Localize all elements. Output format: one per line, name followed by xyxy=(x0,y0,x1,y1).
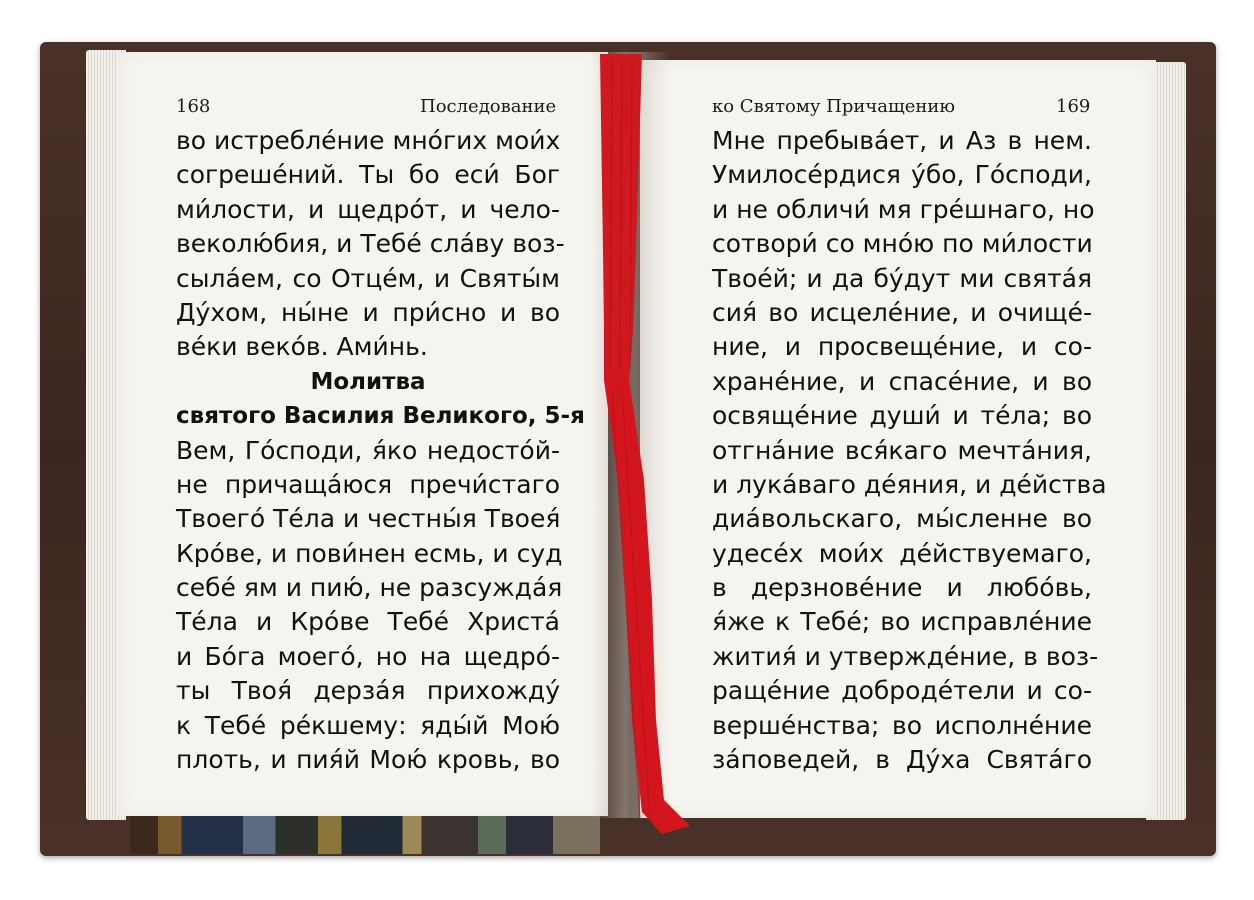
text-line: я́же к Тебе́; во исправле́ние xyxy=(712,607,1092,637)
right-page-number: 169 xyxy=(1056,96,1091,117)
text-line: Кро́ве, и пови́нен есмь, и суд xyxy=(176,538,563,568)
text-line: себе́ ям и пию́, не разсужда́я xyxy=(176,573,563,603)
text-line: Молитва xyxy=(310,368,426,395)
text-line: во истребле́ние мно́гих мои́х xyxy=(176,126,561,155)
text-line: Ду́хом, ны́не и при́сно и во xyxy=(176,297,560,327)
text-line: согреше́ний. Ты бо еси́ Бог xyxy=(176,160,560,190)
text-line: и Бо́га моего́, но на щедро́- xyxy=(176,641,560,671)
right-page-text xyxy=(712,124,1107,777)
left-page-text xyxy=(176,124,585,777)
text-line: ми́лости, и щедро́т, и чело- xyxy=(176,194,560,224)
text-line: ве́ки веко́в. Ами́нь. xyxy=(176,332,428,362)
text-line: святого Василия Великого, 5-я xyxy=(176,403,585,430)
text-line: веколю́бия, и Тебе́ сла́ву воз- xyxy=(176,229,565,259)
text-line: и не обличи́ мя гре́шнаго, но xyxy=(712,194,1095,224)
text-line: и лука́ваго де́яния, и де́йства xyxy=(712,469,1107,499)
text-line: ние, и просвеще́ние, и со- xyxy=(712,332,1092,362)
text-line: Вем, Го́споди, я́ко недосто́й- xyxy=(176,435,560,465)
text-line: отгна́ние вся́каго мечта́ния, xyxy=(712,435,1092,465)
text-line: Умилосе́рдися у́бо, Го́споди, xyxy=(712,160,1092,190)
right-running-head: ко Святому Причащению xyxy=(712,96,956,117)
text-line: освяще́ние души́ и те́ла; во xyxy=(712,401,1092,431)
book-gutter xyxy=(590,52,670,818)
text-line: сия́ во исцеле́ние, и очище́- xyxy=(712,297,1092,327)
text-line: сотвори́ со мно́ю по ми́лости xyxy=(712,229,1093,259)
text-line: хране́ние, и спасе́ние, и во xyxy=(712,366,1092,396)
text-line: Те́ла и Кро́ве Тебе́ Христа́ xyxy=(176,607,560,637)
text-line: удесе́х мои́х де́йствуемаго, xyxy=(712,538,1092,568)
text-line: к Тебе́ ре́кшему: яды́й Мою́ xyxy=(176,710,560,740)
text-line: жития́ и утвержде́ние, в воз- xyxy=(712,641,1099,671)
text-line: Твое́й; и да бу́дут ми свята́я xyxy=(712,263,1092,293)
text-line: Твоего́ Те́ла и честны́я Твоея́ xyxy=(176,504,561,534)
text-line: ты Твоя́ дерза́я прихожду́ xyxy=(176,676,560,706)
text-line: верше́нства; во исполне́ние xyxy=(712,710,1092,740)
left-page-number: 168 xyxy=(176,96,211,117)
text-line: раще́ние доброде́тели и со- xyxy=(712,676,1092,706)
text-line: Мне пребыва́ет, и Аз в нем. xyxy=(712,126,1092,155)
left-running-head: Последование xyxy=(420,96,557,117)
text-line: за́поведей, в Ду́ха Свята́го xyxy=(712,745,1092,775)
text-line: в дерзнове́ние и любо́вь, xyxy=(712,573,1092,603)
text-line: не причаща́юся пречи́стаго xyxy=(176,469,560,499)
text-line: диа́вольскаго, мы́сленне во xyxy=(712,504,1092,534)
text-line: плоть, и пия́й Мою́ кровь, во xyxy=(176,745,560,775)
text-line: сыла́ем, со Отце́м, и Святы́м xyxy=(176,263,560,293)
